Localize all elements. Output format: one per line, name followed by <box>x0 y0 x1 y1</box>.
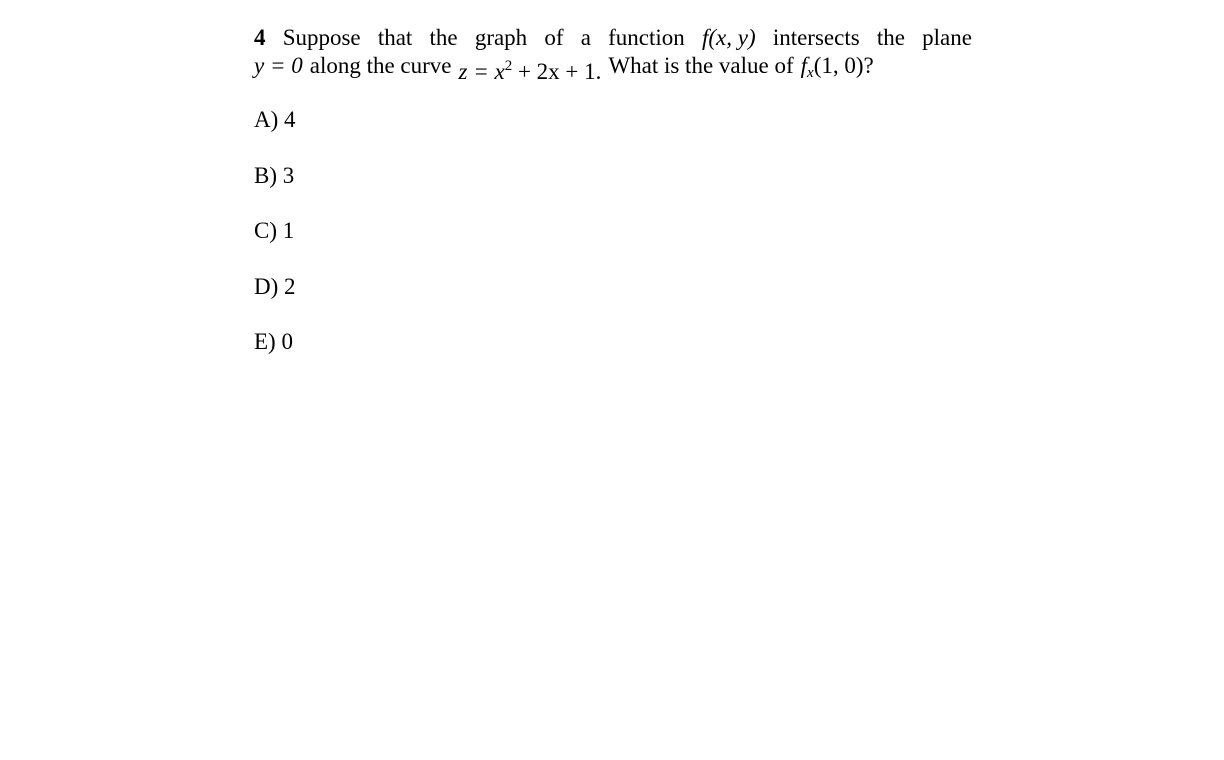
choice-label: C) <box>254 218 277 244</box>
question-number: 4 <box>254 25 266 50</box>
choice-c <box>254 217 296 245</box>
answer-choices <box>254 106 296 384</box>
choice-d <box>254 273 296 301</box>
curve-rest: + 2x + 1. <box>517 59 602 84</box>
word: that <box>377 25 413 50</box>
word: the <box>429 25 458 50</box>
choice-value: 2 <box>284 273 296 299</box>
word: the <box>876 25 905 50</box>
question-prompt: What is the value of <box>608 53 794 78</box>
choice-value: 3 <box>282 162 295 188</box>
word: plane <box>922 25 972 50</box>
word: a <box>580 25 591 50</box>
partial-subscript: x <box>807 65 814 81</box>
choice-label: D) <box>254 273 279 299</box>
along-the-curve-text: along the curve <box>309 53 452 78</box>
curve-lhs: z = x <box>458 59 505 84</box>
partial-args: (1, 0)? <box>813 53 874 78</box>
partial-f: f <box>800 53 808 78</box>
word: intersects <box>772 25 860 50</box>
curve-exponent: 2 <box>504 58 513 74</box>
question-text <box>254 24 972 87</box>
choice-e <box>254 328 296 356</box>
function-args: (x, y) <box>708 25 756 50</box>
function-expression <box>702 24 756 52</box>
choice-a <box>254 106 296 134</box>
function-name: f <box>701 25 709 50</box>
choice-b <box>254 162 296 190</box>
question-line-2 <box>254 52 972 87</box>
choice-value: 0 <box>281 329 293 355</box>
partial-derivative-expression <box>801 52 874 87</box>
word: graph <box>474 25 528 50</box>
choice-value: 4 <box>284 107 296 132</box>
question-line-1 <box>254 24 972 52</box>
plane-equation: y = 0 <box>254 53 303 78</box>
word: Suppose <box>282 25 361 50</box>
word: function <box>608 25 685 50</box>
curve-equation <box>459 52 602 87</box>
word: of <box>544 25 564 50</box>
choice-label: A) <box>254 107 279 132</box>
choice-label: E) <box>254 329 276 355</box>
choice-value: 1 <box>282 218 295 244</box>
choice-label: B) <box>254 162 277 188</box>
